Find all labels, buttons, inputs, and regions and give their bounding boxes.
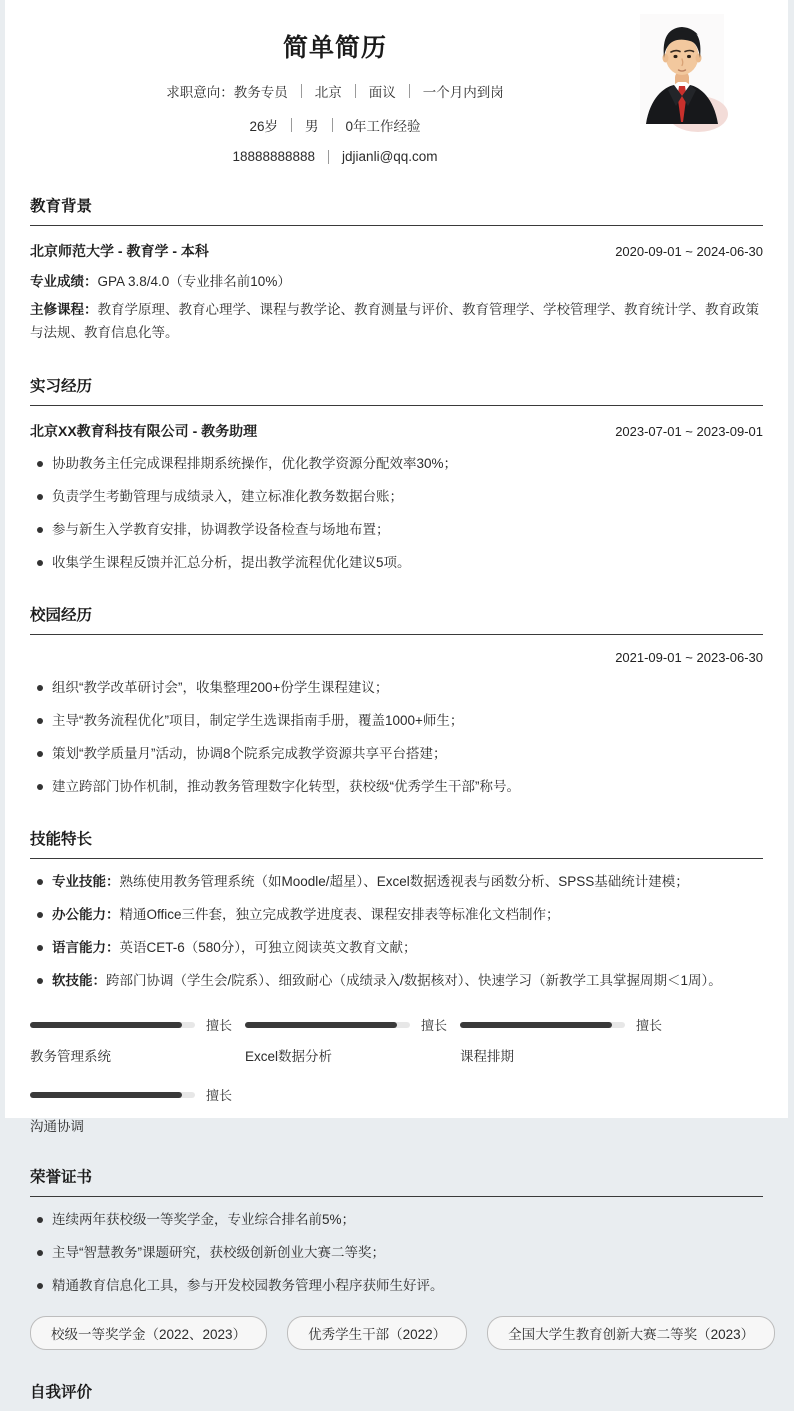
intent-position: 教务专员 [233, 85, 288, 100]
section-honors [30, 1165, 763, 1350]
skill-name: 教务管理系统 [30, 1049, 111, 1064]
gpa-row [30, 270, 763, 293]
skill-name: 沟通协调 [30, 1119, 84, 1134]
company-position-title: 北京XX教育科技有限公司 - 教务助理 [30, 423, 258, 439]
skill-bar-fill [30, 1092, 182, 1098]
divider [291, 118, 292, 132]
skill-bar [30, 1085, 245, 1135]
skill-bar-track [30, 1092, 195, 1098]
skill-text: 精通Office三件套，独立完成教学进度表、课程安排表等标准化文档制作； [119, 907, 560, 922]
campus-date-range: 2021-09-01 ~ 2023-06-30 [615, 650, 763, 665]
divider [409, 84, 410, 98]
male-portrait-avatar-icon [640, 14, 724, 124]
skill-bar-track [460, 1022, 625, 1028]
courses-label: 主修课程： [30, 302, 98, 317]
bullet-item: 策划“教学质量月”活动，协调8个院系完成教学资源共享平台搭建； [30, 744, 763, 764]
section-campus [30, 603, 763, 797]
bullet-item: 收集学生课程反馈并汇总分析，提出教学流程优化建议5项。 [30, 553, 763, 573]
internship-entry [30, 421, 763, 441]
internship-bullet-list [30, 454, 763, 573]
school-degree-title: 北京师范大学 - 教育学 - 本科 [30, 243, 209, 259]
award-tag: 校级一等奖学金（2022、2023） [30, 1316, 267, 1350]
section-self-evaluation [30, 1380, 763, 1411]
honors-bullet-list [30, 1210, 763, 1296]
bullet-item: 主导“智慧教务”课题研究，获校级创新创业大赛二等奖； [30, 1243, 763, 1263]
skill-level-label: 擅长 [206, 1088, 233, 1103]
award-tag: 全国大学生教育创新大赛二等奖（2023） [487, 1316, 775, 1350]
divider [301, 84, 302, 98]
skill-label: 语言能力： [52, 940, 120, 955]
skill-text: 英语CET-6（580分），可独立阅读英文教育文献； [119, 940, 417, 955]
bullet-item: 建立跨部门协作机制，推动教务管理数字化转型，获校级“优秀学生干部”称号。 [30, 777, 763, 797]
bullet-item: 精通教育信息化工具，参与开发校园教务管理小程序获师生好评。 [30, 1276, 763, 1296]
gpa-value: GPA 3.8/4.0（专业排名前10%） [97, 274, 291, 289]
resume-header [30, 14, 763, 164]
courses-value: 教育学原理、教育心理学、课程与教学论、教育测量与评价、教育管理学、学校管理学、教育统计学、教育政策与法规、教育信息化等。 [30, 302, 759, 340]
courses-row [30, 298, 763, 344]
education-date-range: 2020-09-01 ~ 2024-06-30 [615, 244, 763, 259]
bullet-item: 主导“教务流程优化”项目，制定学生选课指南手册，覆盖1000+师生； [30, 711, 763, 731]
info-gender: 男 [305, 119, 319, 134]
bullet-item: 连续两年获校级一等奖学金，专业综合排名前5%； [30, 1210, 763, 1230]
resume-page [5, 0, 788, 1401]
campus-bullet-list [30, 678, 763, 797]
info-age: 26岁 [249, 119, 278, 134]
profile-photo [640, 14, 724, 124]
skill-label: 办公能力： [52, 907, 120, 922]
page-title: 简单简历 [282, 34, 387, 62]
section-heading-education: 教育背景 [30, 194, 763, 226]
intent-availability: 一个月内到岗 [422, 85, 504, 100]
section-education [30, 194, 763, 344]
info-experience: 0年工作经验 [345, 119, 421, 134]
skill-bar-track [245, 1022, 410, 1028]
skill-bar-fill [30, 1022, 182, 1028]
email-address: jdjianli@qq.com [342, 149, 438, 164]
phone-number: 18888888888 [232, 149, 316, 164]
skill-bars-grid [30, 1015, 763, 1135]
skill-label: 软技能： [52, 973, 106, 988]
header-text-block [30, 14, 640, 164]
section-heading-honors: 荣誉证书 [30, 1165, 763, 1197]
section-skills [30, 827, 763, 1135]
bullet-item: 负责学生考勤管理与成绩录入，建立标准化教务数据台账； [30, 487, 763, 507]
skill-text: 熟练使用教务管理系统（如Moodle/超星）、Excel数据透视表与函数分析、SPSS基础统计建模； [119, 874, 689, 889]
skill-bar-fill [245, 1022, 397, 1028]
skill-bar-fill [460, 1022, 612, 1028]
skill-level-label: 擅长 [421, 1018, 448, 1033]
contact-line [30, 149, 640, 164]
bullet-item: 组织“教学改革研讨会”，收集整理200+份学生课程建议； [30, 678, 763, 698]
skill-bar [460, 1015, 675, 1065]
education-entry [30, 241, 763, 261]
skill-name: Excel数据分析 [245, 1049, 333, 1064]
section-heading-internship: 实习经历 [30, 374, 763, 406]
skill-bar-track [30, 1022, 195, 1028]
section-internship [30, 374, 763, 573]
skill-bar [245, 1015, 460, 1065]
skill-name: 课程排期 [460, 1049, 514, 1064]
internship-date-range: 2023-07-01 ~ 2023-09-01 [615, 424, 763, 439]
section-heading-skills: 技能特长 [30, 827, 763, 859]
divider [332, 118, 333, 132]
award-tags [30, 1316, 763, 1350]
skills-bullet-list [30, 872, 763, 991]
skill-label: 专业技能： [52, 874, 120, 889]
skill-bar [30, 1015, 245, 1065]
job-intent-line [30, 81, 640, 101]
section-heading-campus: 校园经历 [30, 603, 763, 635]
skill-level-label: 擅长 [636, 1018, 663, 1033]
bullet-item [30, 938, 763, 958]
divider [355, 84, 356, 98]
gpa-label: 专业成绩： [30, 274, 98, 289]
skill-level-label: 擅长 [206, 1018, 233, 1033]
intent-city: 北京 [314, 85, 342, 100]
award-tag: 优秀学生干部（2022） [287, 1316, 467, 1350]
intent-salary: 面议 [368, 85, 396, 100]
bullet-item [30, 971, 763, 991]
personal-info-line [30, 115, 640, 135]
bullet-item: 参与新生入学教育安排，协调教学设备检查与场地布置； [30, 520, 763, 540]
divider [328, 150, 329, 164]
bullet-item: 协助教务主任完成课程排期系统操作，优化教学资源分配效率30%； [30, 454, 763, 474]
section-heading-self-evaluation: 自我评价 [30, 1384, 93, 1401]
bullet-item [30, 872, 763, 892]
skill-text: 跨部门协调（学生会/院系）、细致耐心（成绩录入/数据核对）、快速学习（新教学工具掌握周期＜1周）。 [106, 973, 722, 988]
job-intent-label: 求职意向： [166, 85, 234, 100]
bullet-item [30, 905, 763, 925]
